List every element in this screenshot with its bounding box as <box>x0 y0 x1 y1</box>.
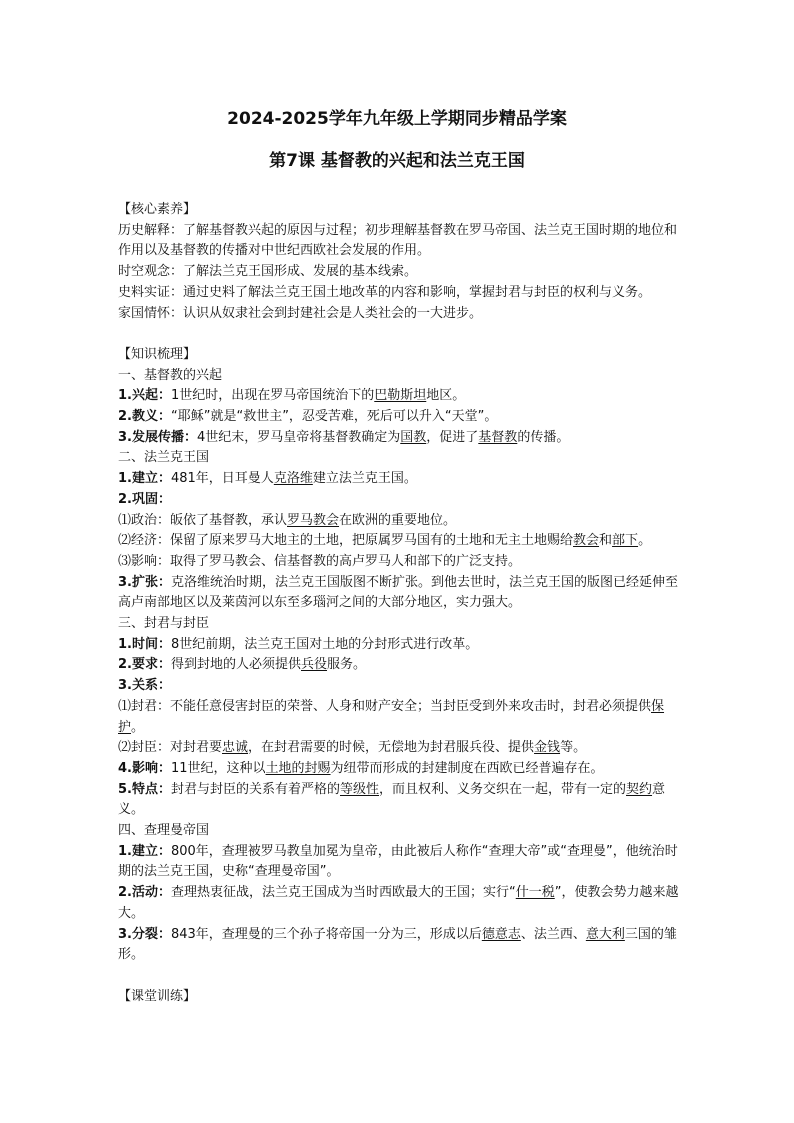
text: 11世纪，这种以 <box>170 760 266 776</box>
text: 的传播。 <box>517 429 570 445</box>
core-heading: 【核心素养】 <box>118 202 197 217</box>
knowledge-heading: 【知识梳理】 <box>118 346 197 362</box>
key-term: 契约 <box>626 781 653 797</box>
text: 克洛维统治时期，法兰克王国版图不断扩张。到他去世时，法兰克王国的版图已经延伸至高卢南部地区以及莱茵河以东至多瑙河之间的大部分地区，实力强大。 <box>118 574 678 611</box>
text: ，促进了 <box>426 429 479 445</box>
key-term: 德意志 <box>481 926 521 942</box>
key-term: 意大利 <box>585 926 625 942</box>
s2-point-1 <box>118 469 683 490</box>
label: 3.关系： <box>118 678 171 694</box>
key-term: 土地的封赐 <box>265 760 331 776</box>
text: ，在封君需要的时候，无偿地为封君服兵役、提供 <box>248 740 535 756</box>
key-term: 什一税 <box>515 885 555 901</box>
s2-point-2b <box>118 531 683 552</box>
core-line-2: 时空观念：了解法兰克王国形成、发展的基本线索。 <box>118 264 418 280</box>
document-body <box>118 200 683 1007</box>
training-heading: 【课堂训练】 <box>118 988 197 1004</box>
s3-point-4 <box>118 759 683 780</box>
s2-point-2 <box>118 490 683 511</box>
text: 843年，查理曼的三个孙子将帝国一分为三，形成以后 <box>170 926 482 942</box>
text: 查理热衷征战，法兰克王国成为当时西欧最大的王国；实行“ <box>170 885 516 901</box>
s3-point-3b <box>118 738 683 759</box>
s3-point-5 <box>118 780 683 821</box>
text: 、法兰西、 <box>520 926 586 942</box>
key-term: 金钱 <box>534 740 561 756</box>
key-term: 巴勒斯坦 <box>374 388 427 404</box>
section-1-title: 一、基督教的兴起 <box>118 367 223 383</box>
text: 封君与封臣的关系有着严格的 <box>170 781 340 797</box>
text: ，而且权利、义务交织在一起，带有一定的 <box>379 781 627 797</box>
label: 1.建立： <box>118 471 171 487</box>
s3-point-2 <box>118 655 683 676</box>
text: 和 <box>599 533 613 549</box>
text: 建立法兰克王国。 <box>312 471 417 487</box>
lesson-title: 第7课 基督教的兴起和法兰克王国 <box>269 151 525 171</box>
label: 1.时间： <box>118 636 171 652</box>
s4-point-1 <box>118 842 683 883</box>
s3-point-1 <box>118 635 683 656</box>
text: 意义。 <box>118 781 666 818</box>
text: 。 <box>131 719 145 735</box>
s4-point-2 <box>118 883 683 924</box>
spacer <box>118 966 683 987</box>
text: 481年，日耳曼人 <box>170 471 274 487</box>
s1-point-3 <box>118 428 683 449</box>
spacer <box>118 324 683 345</box>
text: 为纽带而形成的封建制度在西欧已经普遍存在。 <box>330 760 604 776</box>
text: 等。 <box>560 740 587 756</box>
text: 地区。 <box>426 388 466 404</box>
s1-point-1 <box>118 386 683 407</box>
document-title: 2024-2025学年九年级上学期同步精品学案 <box>227 109 567 129</box>
text: 1世纪时，出现在罗马帝国统治下的 <box>170 388 375 404</box>
text: 在欧洲的重要地位。 <box>339 512 457 528</box>
text: ⑴封君：不能任意侵害封臣的荣誉、人身和财产安全；当封臣受到外来攻击时，封君必须提供 <box>118 698 652 714</box>
label: 3.分裂： <box>118 926 171 942</box>
label: 2.要求： <box>118 657 171 673</box>
label: 5.特点： <box>118 781 171 797</box>
text: ⑴政治：皈依了基督教，承认 <box>118 512 288 528</box>
label: 1.兴起： <box>118 388 171 404</box>
s2-point-3 <box>118 573 683 614</box>
text: 4世纪末，罗马皇帝将基督教确定为 <box>196 429 401 445</box>
section-2-title: 二、法兰克王国 <box>118 450 210 466</box>
label: 2.活动： <box>118 885 171 901</box>
s2-point-2a <box>118 511 683 532</box>
s3-point-3a <box>118 697 683 738</box>
core-line-1: 历史解释：了解基督教兴起的原因与过程；初步理解基督教在罗马帝国、法兰克王国时期的地位和作用以及基督教的传播对中世纪西欧社会发展的作用。 <box>118 222 678 259</box>
key-term: 克洛维 <box>273 471 313 487</box>
s4-point-3 <box>118 925 683 966</box>
key-term: 教会 <box>573 533 600 549</box>
label: 1.建立： <box>118 843 171 859</box>
text: 得到封地的人必须提供 <box>170 657 301 673</box>
text: ”，使教会势力越来越大。 <box>118 885 679 921</box>
label: 3.发展传播： <box>118 429 197 445</box>
text: 三国的雏形。 <box>118 926 677 963</box>
core-line-4: 家国情怀：认识从奴隶社会到封建社会是人类社会的一大进步。 <box>118 305 483 321</box>
text: “耶稣”就是“救世主”，忍受苦难，死后可以升入“天堂”。 <box>170 409 498 425</box>
text: 8世纪前期，法兰克王国对土地的分封形式进行改革。 <box>170 636 479 652</box>
key-term: 基督教 <box>478 429 518 445</box>
text: 服务。 <box>327 657 367 673</box>
text: ⑵封臣：对封君要 <box>118 740 223 756</box>
core-line-3: 史料实证：通过史料了解法兰克王国土地改革的内容和影响，掌握封君与封臣的权利与义务。 <box>118 284 652 300</box>
text: 。 <box>638 533 652 549</box>
text: ⑵经济：保留了原来罗马大地主的土地，把原属罗马国有的土地和无主土地赐给 <box>118 533 574 549</box>
label: 4.影响： <box>118 760 171 776</box>
label: 2.教义： <box>118 409 171 425</box>
key-term: 忠诚 <box>222 740 249 756</box>
key-term: 兵役 <box>301 657 328 673</box>
section-3-title: 三、封君与封臣 <box>118 616 210 632</box>
key-term: 部下 <box>612 533 639 549</box>
s2-point-2c: ⑶影响：取得了罗马教会、信基督教的高卢罗马人和部下的广泛支持。 <box>118 553 522 569</box>
section-4-title: 四、查理曼帝国 <box>118 823 210 839</box>
label: 2.巩固： <box>118 491 171 507</box>
key-term: 保护 <box>118 698 665 735</box>
text: 800年，查理被罗马教皇加冕为皇帝，由此被后人称作“查理大帝”或“查理曼”，他统治时期的法兰克王国，史称“查理曼帝国”。 <box>118 843 678 880</box>
s1-point-2 <box>118 407 683 428</box>
key-term: 等级性 <box>340 781 380 797</box>
key-term: 罗马教会 <box>287 512 340 528</box>
s3-point-3 <box>118 676 683 697</box>
key-term: 国教 <box>400 429 427 445</box>
label: 3.扩张： <box>118 574 171 590</box>
